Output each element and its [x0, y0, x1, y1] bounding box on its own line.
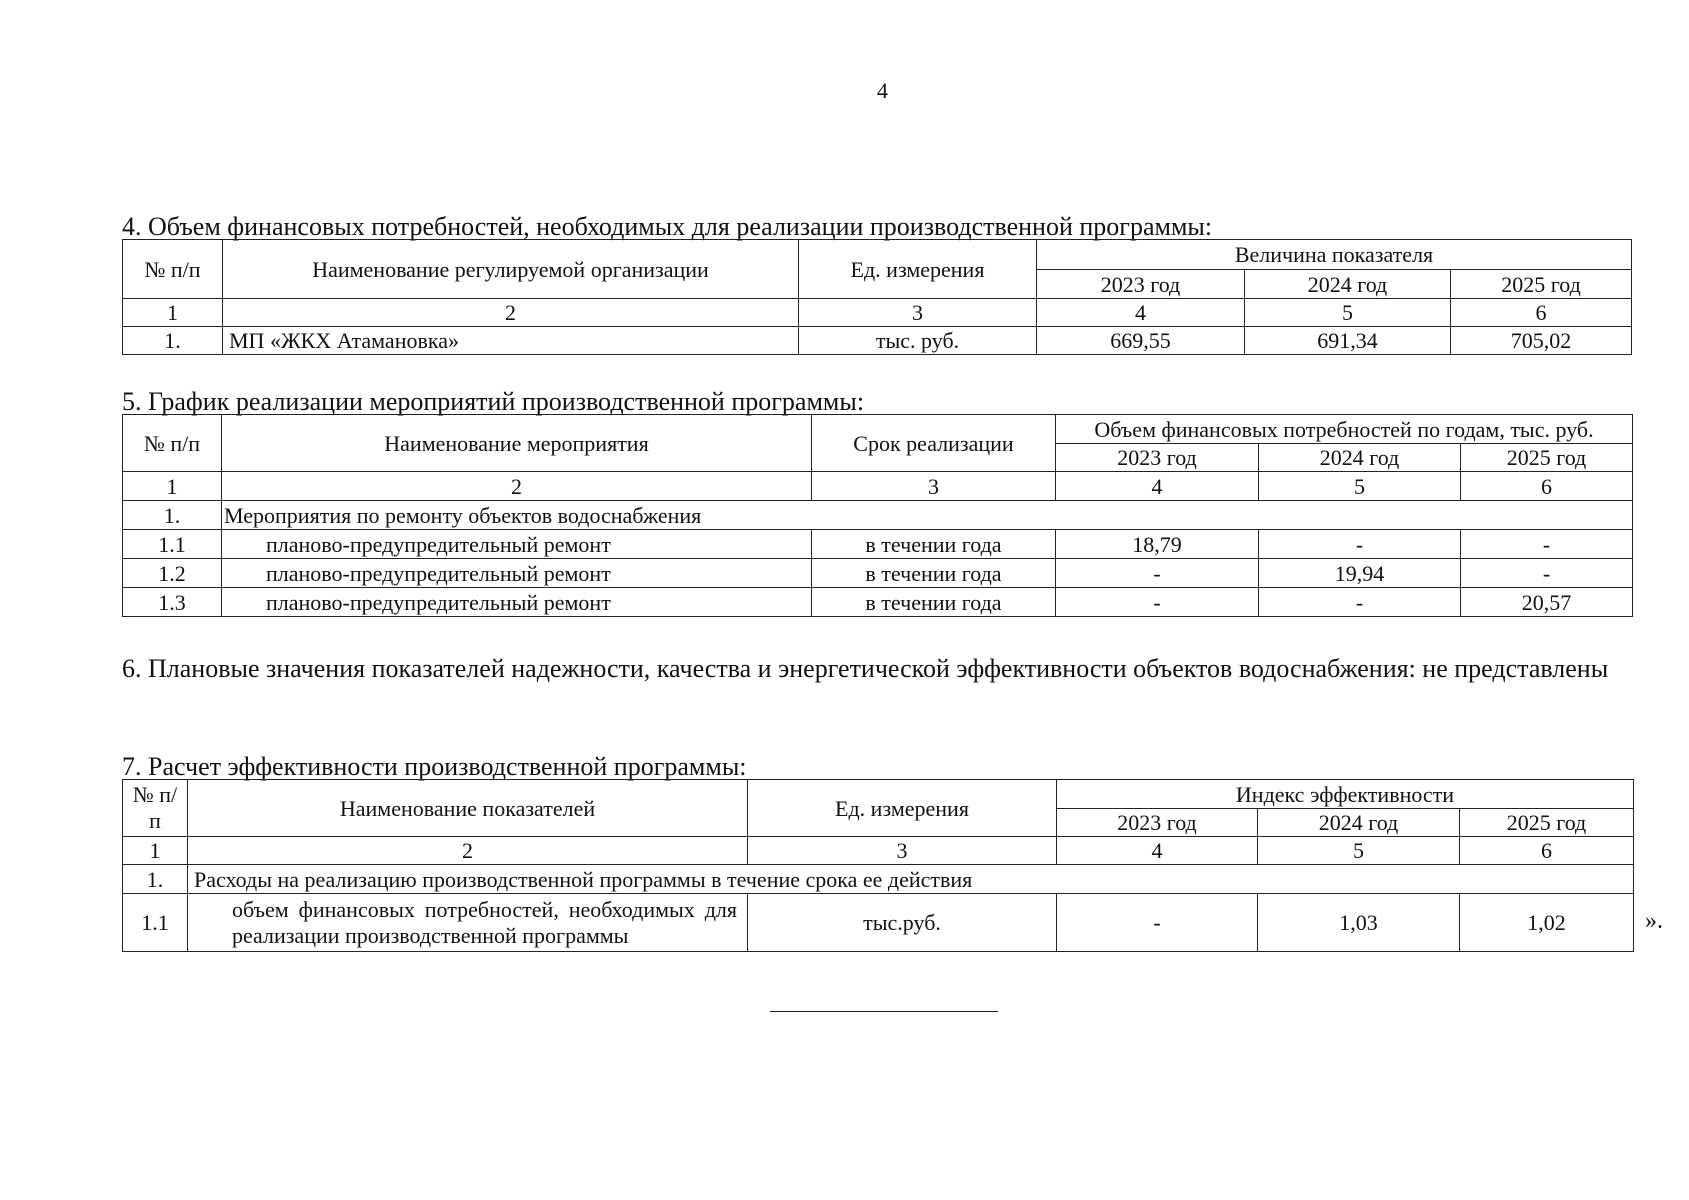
header-year-2023: 2023 год: [1057, 809, 1258, 837]
value-2025: -: [1461, 559, 1633, 588]
header-activity-name: Наименование мероприятия: [222, 415, 812, 472]
value-2024: -: [1259, 530, 1461, 559]
activity-name: планово-предупредительный ремонт: [222, 530, 812, 559]
header-efficiency-index: Индекс эффективности: [1057, 780, 1634, 809]
column-number: 2: [222, 472, 812, 501]
column-number: 4: [1057, 837, 1258, 865]
header-org-name: Наименование регулируемой организации: [223, 240, 799, 299]
header-unit: Ед. измерения: [799, 240, 1037, 299]
section-7-heading: 7. Расчет эффективности производственной программы:: [122, 752, 747, 781]
header-num: № п/п: [123, 780, 188, 837]
header-indicator-name: Наименование показателей: [188, 780, 748, 837]
column-number: 5: [1258, 837, 1460, 865]
column-number: 4: [1056, 472, 1259, 501]
row-num: 1.: [123, 865, 188, 894]
header-unit: Ед. измерения: [748, 780, 1057, 837]
header-indicator-value: Величина показателя: [1037, 240, 1632, 270]
section-5-heading: 5. График реализации мероприятий производственной программы:: [122, 387, 865, 416]
header-year-2025: 2025 год: [1460, 809, 1634, 837]
value-2025: -: [1461, 530, 1633, 559]
column-number: 2: [188, 837, 748, 865]
value-2024: 19,94: [1259, 559, 1461, 588]
unit: тыс. руб.: [799, 327, 1037, 355]
section-6-text: 6. Плановые значения показателей надежности, качества и энергетической эффективности объектов водоснабжения: не представлены: [122, 654, 1609, 683]
row-num: 1.: [123, 501, 222, 530]
value-2024: 691,34: [1245, 327, 1451, 355]
section-4-table: [122, 239, 1632, 355]
column-number: 6: [1460, 837, 1634, 865]
indicator-name: объем финансовых потребностей, необходимых для реализации производственной программы: [188, 894, 748, 952]
term: в течении года: [812, 559, 1056, 588]
value-2023: 18,79: [1056, 530, 1259, 559]
row-num: 1.1: [123, 530, 222, 559]
value-2024: 1,03: [1258, 894, 1460, 952]
header-year-2024: 2024 год: [1258, 809, 1460, 837]
header-num: № п/п: [123, 240, 223, 299]
column-number: 1: [123, 837, 188, 865]
header-financial-needs: Объем финансовых потребностей по годам, тыс. руб.: [1056, 415, 1633, 444]
column-number: 5: [1259, 472, 1461, 501]
value-2023: -: [1056, 559, 1259, 588]
table-row: [123, 894, 1634, 952]
group-row: [123, 865, 1634, 894]
activity-name: планово-предупредительный ремонт: [222, 559, 812, 588]
term: в течении года: [812, 530, 1056, 559]
value-2023: -: [1057, 894, 1258, 952]
unit: тыс.руб.: [748, 894, 1057, 952]
header-num: № п/п: [123, 415, 222, 472]
group-row: [123, 501, 1633, 530]
table-row: [123, 530, 1633, 559]
org-name: МП «ЖКХ Атамановка»: [223, 327, 799, 355]
column-number: 1: [123, 472, 222, 501]
activity-name: планово-предупредительный ремонт: [222, 588, 812, 617]
header-year-2024: 2024 год: [1259, 444, 1461, 472]
row-num: 1.1: [123, 894, 188, 952]
header-term: Срок реализации: [812, 415, 1056, 472]
value-2023: -: [1056, 588, 1259, 617]
value-2024: -: [1259, 588, 1461, 617]
table-row: [123, 588, 1633, 617]
header-year-2025: 2025 год: [1461, 444, 1633, 472]
header-year-2025: 2025 год: [1451, 270, 1632, 299]
column-number: 2: [223, 299, 799, 327]
column-number: 3: [812, 472, 1056, 501]
column-number: 3: [799, 299, 1037, 327]
value-2025: 20,57: [1461, 588, 1633, 617]
value-2025: 1,02: [1460, 894, 1634, 952]
section-7-table: [122, 779, 1634, 952]
header-year-2023: 2023 год: [1037, 270, 1245, 299]
closing-quote-mark: ».: [1645, 908, 1663, 934]
row-num: 1.2: [123, 559, 222, 588]
page-number: 4: [877, 78, 888, 103]
header-year-2024: 2024 год: [1245, 270, 1451, 299]
value-2025: 705,02: [1451, 327, 1632, 355]
group-title: Расходы на реализацию производственной программы в течение срока ее действия: [188, 865, 1634, 894]
column-number: 6: [1451, 299, 1632, 327]
table-row: [123, 327, 1632, 355]
column-number: 4: [1037, 299, 1245, 327]
row-num: 1.3: [123, 588, 222, 617]
value-2023: 669,55: [1037, 327, 1245, 355]
column-number: 3: [748, 837, 1057, 865]
section-5-table: [122, 414, 1633, 617]
term: в течении года: [812, 588, 1056, 617]
column-number: 1: [123, 299, 223, 327]
section-4-heading: 4. Объем финансовых потребностей, необходимых для реализации производственной программы:: [122, 212, 1213, 241]
group-title: Мероприятия по ремонту объектов водоснабжения: [222, 501, 1633, 530]
row-num: 1.: [123, 327, 223, 355]
table-row: [123, 559, 1633, 588]
column-number: 5: [1245, 299, 1451, 327]
column-number: 6: [1461, 472, 1633, 501]
header-year-2023: 2023 год: [1056, 444, 1259, 472]
end-rule-divider: [770, 1011, 998, 1012]
